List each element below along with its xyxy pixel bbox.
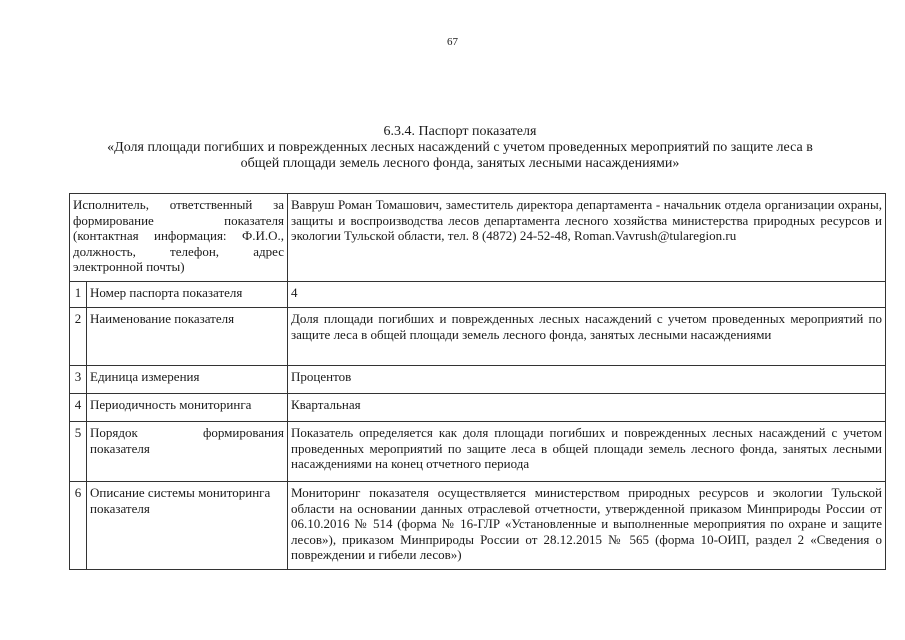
- row-value: 4: [288, 282, 886, 308]
- executor-label: Исполнитель, ответственный за формирование показателя (контактная информация: Ф.И.О., должность, телефон, адрес электронной почты): [70, 194, 288, 282]
- row-number: 2: [70, 308, 87, 366]
- table-row: [70, 366, 886, 394]
- table-row: [70, 194, 886, 282]
- row-number: 1: [70, 282, 87, 308]
- row-label: Наименование показателя: [87, 308, 288, 366]
- row-number: 5: [70, 422, 87, 482]
- executor-value: Вавруш Роман Томашович, заместитель директора департамента - начальник отдела организации охраны, защиты и воспроизводства лесов департамента лесного хозяйства министерства природных ресурсов и экологии Тульской области, тел. 8 (4872) 24-52-48, Roman.Vavrush@tularegion.ru: [288, 194, 886, 282]
- page-number: 67: [447, 36, 458, 48]
- row-label: Периодичность мониторинга: [87, 394, 288, 422]
- row-value: Процентов: [288, 366, 886, 394]
- table-row: [70, 282, 886, 308]
- row-value: Показатель определяется как доля площади погибших и поврежденных лесных насаждений с учетом проведенных мероприятий по защите леса в общей площади земель лесного фонда, занятых лесными насаждениями на конец отчетного периода: [288, 422, 886, 482]
- section-title: 6.3.4. Паспорт показателя: [383, 124, 537, 139]
- table-row: [70, 394, 886, 422]
- row-value: Доля площади погибших и поврежденных лесных насаждений с учетом проведенных мероприятий по защите леса в общей площади земель лесного фонда, занятых лесными насаждениями: [288, 308, 886, 366]
- indicator-passport-table: [69, 193, 886, 570]
- row-label: Единица измерения: [87, 366, 288, 394]
- row-label: Порядок формирования показателя: [87, 422, 288, 482]
- table-row: [70, 308, 886, 366]
- row-number: 3: [70, 366, 87, 394]
- row-number: 4: [70, 394, 87, 422]
- row-number: 6: [70, 482, 87, 570]
- indicator-title-line-1: «Доля площади погибших и поврежденных лесных насаждений с учетом проведенных мероприятий по защите леса в: [107, 140, 813, 155]
- indicator-title-line-2: общей площади земель лесного фонда, занятых лесными насаждениями»: [240, 156, 680, 171]
- table-row: [70, 482, 886, 570]
- row-label: Номер паспорта показателя: [87, 282, 288, 308]
- row-value: Мониторинг показателя осуществляется министерством природных ресурсов и экологии Тульской области на основании данных отраслевой отчетности, утвержденной приказом Минприроды России от 06.10.2016 № 514 (форма № 16-ГЛР «Установленные и выполненные мероприятия по охране и защите лесов»), приказом Минприроды России от 28.12.2015 № 565 (форма 10-ОИП, раздел 2 «Сведения о повреждении и гибели лесов»): [288, 482, 886, 570]
- row-value: Квартальная: [288, 394, 886, 422]
- table-row: [70, 422, 886, 482]
- passport-header: [60, 124, 860, 172]
- row-label: Описание системы мониторинга показателя: [87, 482, 288, 570]
